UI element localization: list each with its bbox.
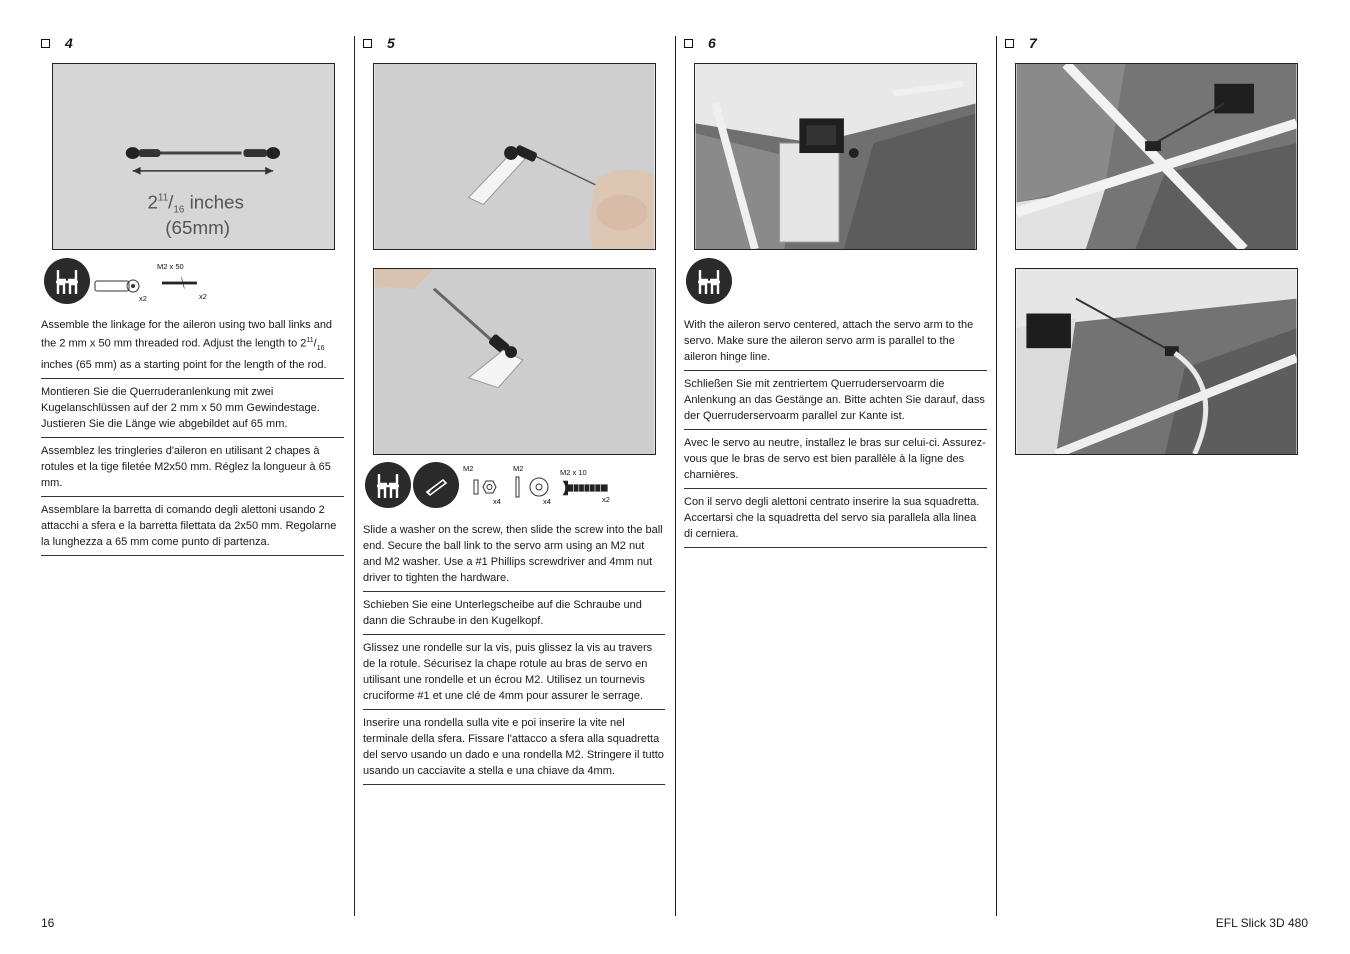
column-divider [354, 36, 355, 916]
allen-wrench-badge-icon [686, 258, 732, 304]
washer-icon [515, 475, 555, 499]
step-6-column [684, 36, 987, 50]
screw-label: M2 x 10 [560, 468, 587, 477]
paragraph-en: Slide a washer on the screw, then slide the screw into the ball end. Secure the ball link to the servo arm using an M2 nut and M2 washer. Use a #1 Phillips screwdriver and 4mm nut driver to tighten the hardware. [363, 522, 665, 592]
step-7-photo-bottom [1015, 268, 1298, 455]
step-5-header [363, 36, 665, 50]
step-7-column [1005, 36, 1308, 50]
screw-qty: x2 [602, 495, 610, 504]
paragraph-de: Schließen Sie mit zentriertem Querruderservoarm die Anlenkung an das Gestänge an. Bitte achten Sie darauf, dass der Querruderservoarm parallel zur Kante ist. [684, 376, 987, 430]
rod-label: M2 x 50 [157, 262, 184, 271]
paragraph-en: With the aileron servo centered, attach the servo arm to the servo. Make sure the aileron servo arm is parallel to the aileron hinge line. [684, 317, 987, 371]
allen-wrench-badge-icon [44, 258, 90, 304]
step-6-header [684, 36, 987, 50]
washer-label: M2 [513, 464, 524, 473]
step-number: 4 [65, 35, 73, 51]
paragraph-fr: Assemblez les tringleries d'aileron en utilisant 2 chapes à rotules et la tige filetée M2x50 mm. Réglez la longueur à 65 mm. [41, 443, 344, 497]
step-5-column [363, 36, 665, 50]
step-number: 5 [387, 35, 395, 51]
threaded-rod-icon [157, 276, 213, 290]
step-4-hardware [44, 258, 219, 304]
nut-icon [473, 477, 497, 497]
paragraph-it: Assemblare la barretta di comando degli alettoni usando 2 attacchi a sfera e la barretta filettata da 2x50 mm. Regolarne la lunghezza a 65 mm come punto di partenza. [41, 502, 344, 556]
step-6-text [684, 317, 987, 553]
step-checkbox[interactable] [41, 39, 50, 48]
nut-label: M2 [463, 464, 474, 473]
rod-qty: x2 [199, 292, 207, 301]
page-number: 16 [41, 916, 55, 930]
column-divider [675, 36, 676, 916]
step-number: 6 [708, 35, 716, 51]
column-divider [996, 36, 997, 916]
step-5-photo-top [373, 63, 656, 250]
screwdriver-badge-icon [413, 462, 459, 508]
step-4-header [41, 36, 344, 50]
step-5-text [363, 522, 665, 790]
step-number: 7 [1029, 35, 1037, 51]
allen-wrench-badge-icon [365, 462, 411, 508]
step-4-text [41, 317, 344, 561]
paragraph-de: Montieren Sie die Querruderanlenkung mit zwei Kugelanschlüssen auf der 2 mm x 50 mm Gewindestage. Justieren Sie die Länge wie abgebildet auf 65 mm. [41, 384, 344, 438]
step-checkbox[interactable] [1005, 39, 1014, 48]
photo-caption-length: $2^{11}/_{16}$ inches [147, 191, 244, 216]
step-6-photo [694, 63, 977, 250]
washer-qty: x4 [543, 497, 551, 506]
step-4-photo [52, 63, 335, 250]
paragraph-fr: Glissez une rondelle sur la vis, puis glissez la vis au travers de la rotule. Sécurisez la chape rotule au bras de servo en utilisant une rondelle et un écrou M2. Utilisez un tournevis cruciforme #1 et une clé de 4mm pour assurer le serrage. [363, 640, 665, 710]
step-7-photo-top [1015, 63, 1298, 250]
step-5-hardware [365, 462, 665, 510]
paragraph-en: Assemble the linkage for the aileron using two ball links and the 2 mm x 50 mm threaded rod. Adjust the length to $2^{11}/_{16}$ inches (65 mm) as a starting point for the length of the rod. [41, 317, 344, 379]
paragraph-it: Inserire una rondella sulla vite e poi inserire la vite nel terminale della sfera. Fissare l'attacco a sfera alla squadretta del servo usando un dado e una rondella M2. Stringere il tutto usando un cacciavite a stella e una chiave da 4mm. [363, 715, 665, 785]
paragraph-de: Schieben Sie eine Unterlegscheibe auf die Schraube und dann die Schraube in den Kugelkopf. [363, 597, 665, 635]
step-7-header [1005, 36, 1308, 50]
step-6-hardware [686, 258, 732, 304]
photo-caption-mm: (65mm) [165, 217, 231, 239]
product-name: EFL Slick 3D 480 [1215, 916, 1308, 930]
step-5-photo-bottom [373, 268, 656, 455]
paragraph-fr: Avec le servo au neutre, installez le bras sur celui-ci. Assurez-vous que le bras de servo est bien parallèle à la ligne des charnières. [684, 435, 987, 489]
paragraph-it: Con il servo degli alettoni centrato inserire la sua squadretta. Accertarsi che la squadretta del servo sia parallela alla linea di cerniera. [684, 494, 987, 548]
step-checkbox[interactable] [684, 39, 693, 48]
step-checkbox[interactable] [363, 39, 372, 48]
nut-qty: x4 [493, 497, 501, 506]
step-4-column [41, 36, 344, 50]
ball-link-qty: x2 [139, 294, 147, 303]
